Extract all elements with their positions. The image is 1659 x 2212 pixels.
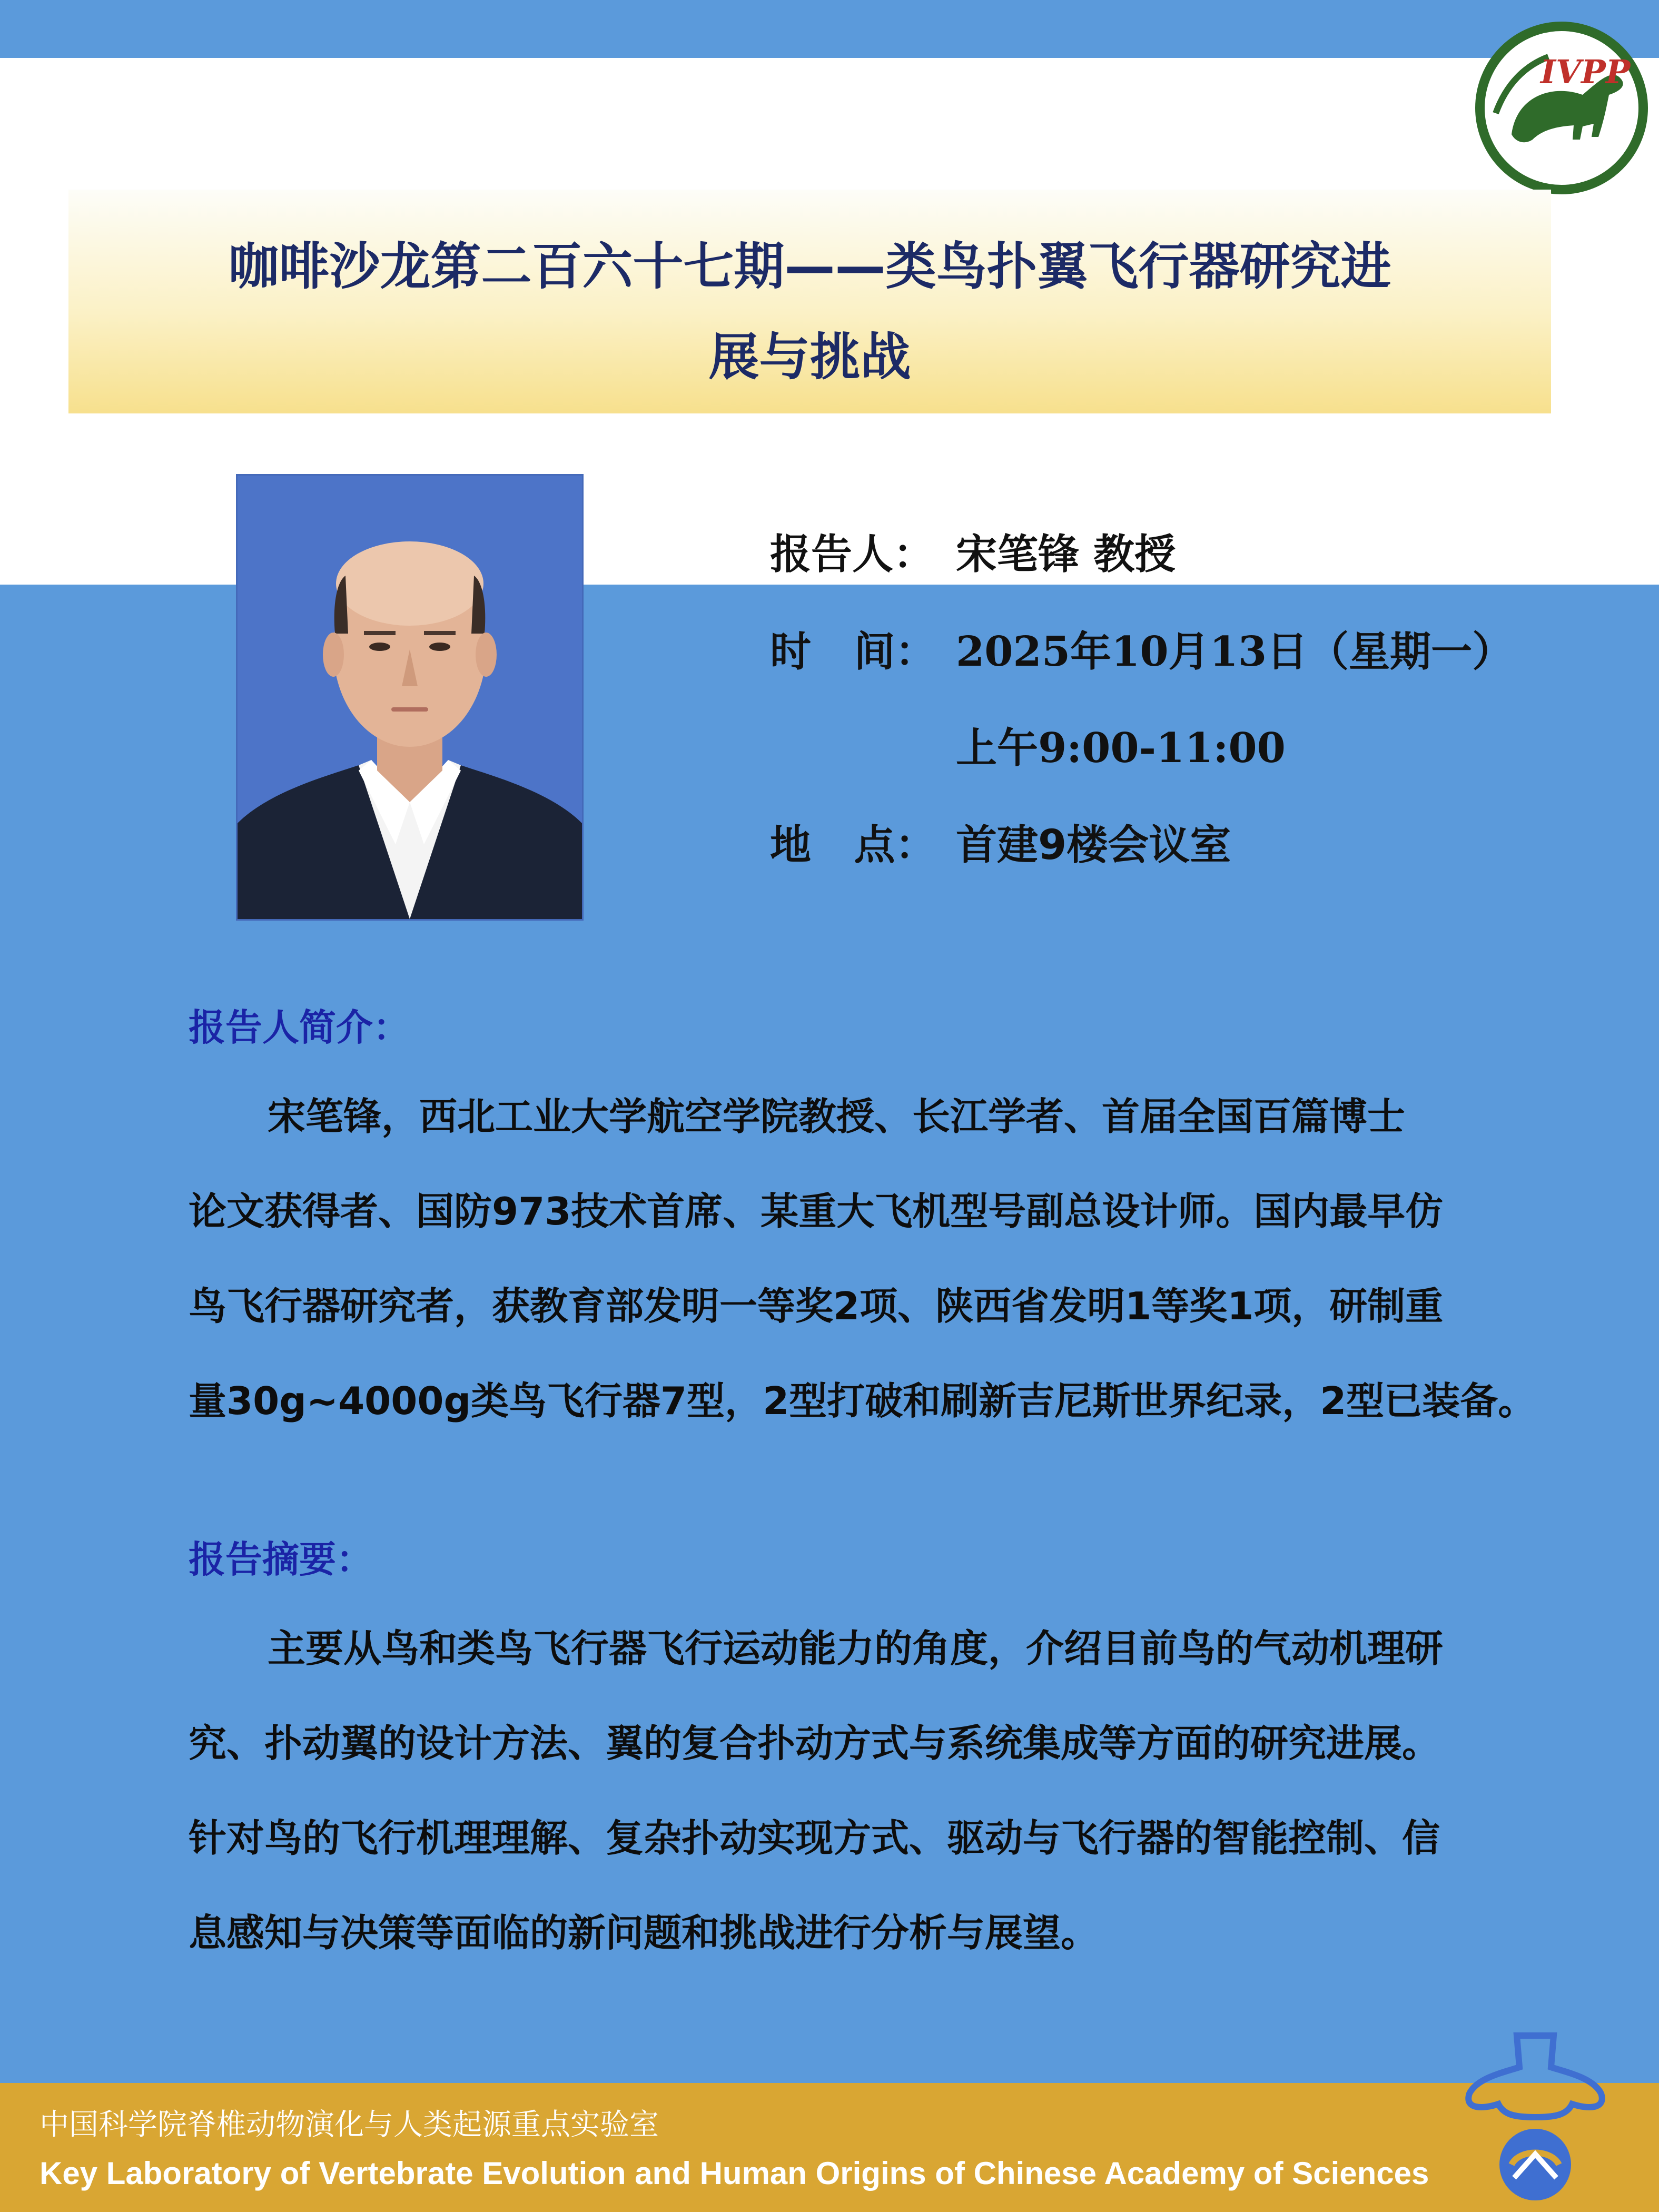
time-label: 时 间： — [770, 628, 936, 676]
bio-heading: 报告人简介： — [189, 1006, 410, 1049]
ivpp-logo-text: IVPP — [1540, 53, 1631, 91]
vertebra-logo — [1461, 2030, 1609, 2204]
event-title — [68, 190, 1551, 413]
footer-lab-name-cn: 中国科学院脊椎动物演化与人类起源重点实验室 — [39, 2108, 659, 2142]
abstract-line-4: 息感知与决策等面临的新问题和挑战进行分析与展望。 — [189, 1911, 1099, 1955]
event-title-line-2: 展与挑战 — [708, 328, 911, 387]
abstract-heading: 报告摘要： — [189, 1538, 373, 1581]
place-label: 地 点： — [770, 822, 936, 869]
bio-line-1: 宋笔锋，西北工业大学航空学院教授、长江学者、首届全国百篇博士 — [268, 1094, 1406, 1139]
time-value-hours: 上午9:00-11:00 — [956, 724, 1286, 772]
speaker-label: 报告人： — [770, 531, 935, 578]
bio-line-4: 量30g~4000g类鸟飞行器7型，2型打破和刷新吉尼斯世界纪录，2型已装备。 — [189, 1379, 1536, 1423]
time-value-date: 2025年10月13日（星期一） — [956, 628, 1514, 676]
place-value: 首建9楼会议室 — [956, 822, 1231, 869]
ivpp-logo — [1475, 16, 1648, 195]
event-title-line-1: 咖啡沙龙第二百六十七期——类鸟扑翼飞行器研究进 — [228, 237, 1391, 296]
abstract-text — [189, 1601, 1537, 1980]
top-band — [0, 0, 1659, 58]
bio-line-2: 论文获得者、国防973技术首席、某重大飞机型号副总设计师。国内最早仿 — [189, 1189, 1444, 1233]
speaker-photo — [236, 474, 584, 921]
abstract-line-2: 究、扑动翼的设计方法、翼的复合扑动方式与系统集成等方面的研究进展。 — [189, 1721, 1440, 1765]
bio-line-3: 鸟飞行器研究者，获教育部发明一等奖2项、陕西省发明1等奖1项，研制重 — [189, 1284, 1444, 1328]
speaker-portrait-image — [238, 476, 582, 919]
abstract-line-3: 针对鸟的飞行机理理解、复杂扑动实现方式、驱动与飞行器的智能控制、信 — [189, 1816, 1440, 1860]
bio-text — [189, 1069, 1537, 1448]
footer-lab-name-en: Key Laboratory of Vertebrate Evolution and Human Origins of Chinese Academy of Sciences — [39, 2156, 1429, 2191]
speaker-value: 宋笔锋 教授 — [956, 531, 1176, 578]
abstract-line-1: 主要从鸟和类鸟飞行器飞行运动能力的角度，介绍目前鸟的气动机理研 — [268, 1626, 1444, 1671]
